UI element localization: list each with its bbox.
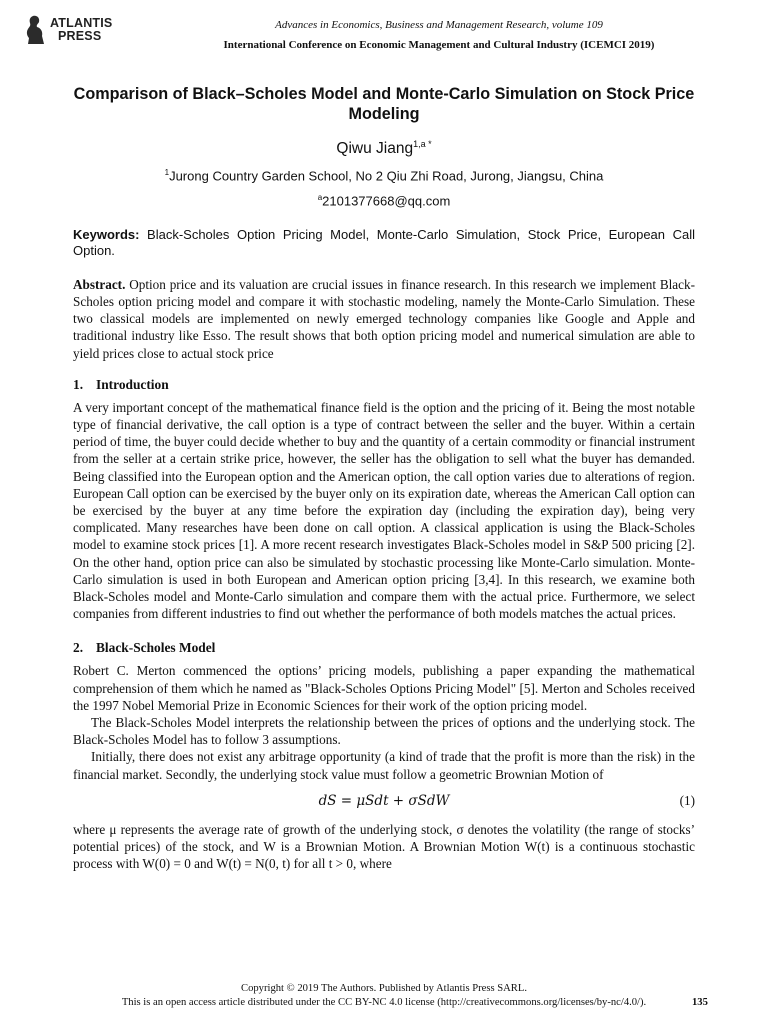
- email-text: 2101377668@qq.com: [322, 193, 451, 209]
- introduction-paragraph: A very important concept of the mathematical finance field is the option and the pricing of it. Being the most notable type of financial derivative, the call option is a type of contract between the seller and the buyer. Within a certain period of time, the buyer could decide whether to buy and the quantity of a certain commodity or financial instrument from the seller at a certain strike price, however, the seller has the obligation to sell what the buyer has demanded. Being classified into the European option and the American option, the call option varies due to alterations of region. European Call option can be exercised by the buyer only on its expiration date, whereas the American Call option can be exercised by the buyer at any time before the expiration day (including the expiration day), being very complicated. Many researches have been done on call option. A classical application is using the Black-Scholes model to examine stock prices [1]. A more recent research investigates Black-Scholes model in S&P 500 pricing [2]. On the other hand, option price can also be simulated by stochastic processing like Monte-Carlo simulation. Monte-Carlo simulation is used in both European and American option pricing [3,4]. In this research, we examine both Black-Scholes model and Monte-Carlo simulation and compare them with the actual price. Furthermore, we select companies from different industries to find out whether the performance of both models matches the actual prices.: [73, 399, 695, 622]
- email-sup: a: [317, 193, 323, 203]
- affiliation-text: Jurong Country Garden School, No 2 Qiu Zhi Road, Jurong, Jiangsu, China: [169, 168, 604, 184]
- license-line: This is an open access article distributed under the CC BY-NC 4.0 license (http://creativecommons.org/licenses/by-nc/4.0/).: [121, 997, 647, 1008]
- abstract: [73, 276, 695, 362]
- conference-title: International Conference on Economic Management and Cultural Industry (ICEMCI 2019): [223, 39, 655, 51]
- running-header: [150, 18, 728, 53]
- section-number: 1.: [73, 376, 84, 392]
- black-scholes-paragraph: Initially, there does not exist any arbitrage opportunity (a kind of trade that the profit is more than the risk) in the financial market. Secondly, the underlying stock value must follow a geometric Brownian Motion of: [73, 749, 695, 782]
- paper-body: [73, 84, 695, 873]
- abstract-text: Option price and its valuation are crucial issues in finance research. In this research we implement Black-Scholes option pricing model and compare it with stochastic modeling, namely the Monte-Carlo Simulation. These two classical models are implemented on newly emerged technology companies like Google and Apple and traditional industry like Esso. The result shows that both option pricing model and numerical simulation are able to yield prices close to actual stock price: [73, 276, 695, 361]
- affiliation-sup: 1: [164, 168, 170, 178]
- logo-line-2: PRESS: [58, 29, 102, 43]
- series-title: Advances in Economics, Business and Management Research, volume 109: [275, 19, 603, 31]
- section-number: 2.: [73, 640, 84, 656]
- email: [73, 190, 695, 209]
- keywords: [73, 227, 695, 259]
- author-line: [73, 135, 695, 158]
- thinker-icon: [24, 14, 46, 46]
- author-name: Qiwu Jiang: [336, 140, 414, 158]
- keywords-text: Black-Scholes Option Pricing Model, Monte-Carlo Simulation, Stock Price, European Call Option.: [73, 226, 695, 258]
- abstract-label: Abstract.: [73, 276, 126, 292]
- page-footer: [0, 982, 768, 1010]
- black-scholes-paragraph: Robert C. Merton commenced the options’ pricing models, publishing a paper expanding the mathematical comprehension of them which he named as "Black-Scholes Options Pricing Model" [5]. Merton and Scholes received the 1997 Nobel Memorial Prize in Economic Sciences for their work of the option pricing model.: [73, 663, 695, 713]
- page-number: 135: [692, 997, 708, 1008]
- copyright-line: Copyright © 2019 The Authors. Published by Atlantis Press SARL.: [241, 983, 527, 994]
- section-heading-introduction: [73, 376, 695, 393]
- section-title: Introduction: [96, 376, 169, 392]
- keywords-label: Keywords:: [73, 226, 140, 242]
- author-sup: 1,a *: [413, 139, 432, 149]
- black-scholes-paragraph: The Black-Scholes Model interprets the relationship between the prices of options and the underlying stock. The Black-Scholes Model has to follow 3 assumptions.: [73, 715, 695, 748]
- logo-line-1: ATLANTIS: [50, 16, 113, 30]
- affiliation: [73, 165, 695, 184]
- section-heading-black-scholes: [73, 639, 695, 656]
- publisher-logo: [24, 14, 112, 46]
- paper-title: Comparison of Black–Scholes Model and Monte-Carlo Simulation on Stock Price Modeling: [73, 85, 695, 123]
- equation-expression: dS = μSdt + σSdW: [318, 792, 450, 809]
- section-title: Black-Scholes Model: [96, 640, 216, 656]
- equation-1: [73, 791, 695, 813]
- black-scholes-paragraph: where μ represents the average rate of growth of the underlying stock, σ denotes the volatility (the range of stocks’ potential prices) of the stock, and W is a Brownian Motion. A Brownian Motion W(t) is a continuous stochastic process with W(0) = 0 and W(t) = N(0, t) for all t > 0, where: [73, 821, 695, 872]
- equation-number: (1): [679, 792, 695, 808]
